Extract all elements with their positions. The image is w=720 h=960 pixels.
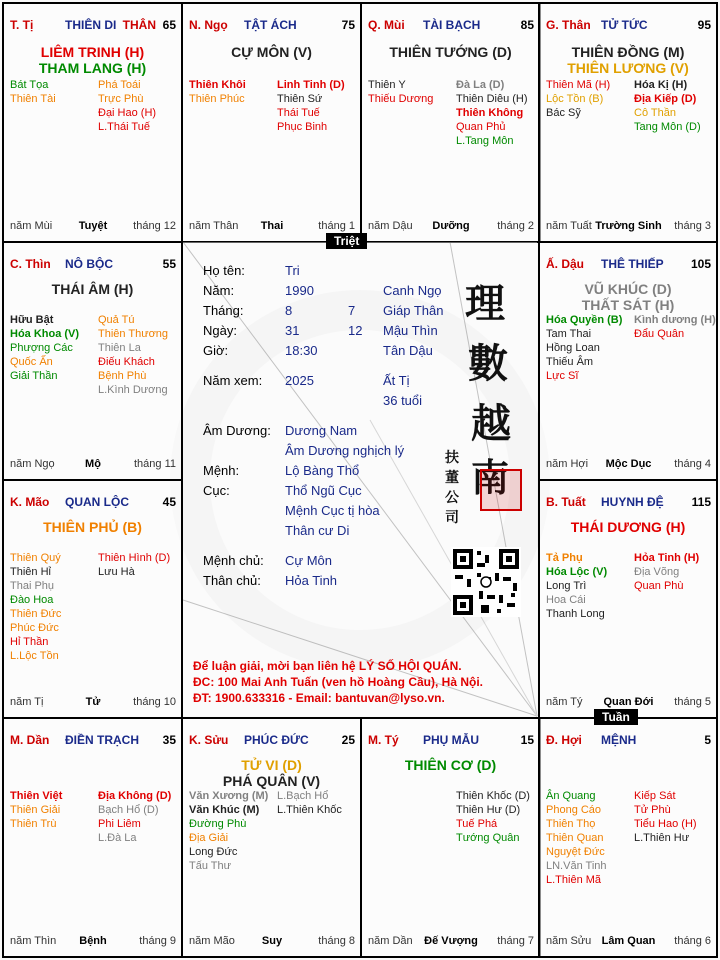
minor-star: Hỏa Tinh (H) (634, 552, 700, 564)
minor-star: Tử Phù (634, 804, 671, 816)
year-canchi: Canh Ngọ (383, 283, 442, 298)
minor-star: Thanh Long (546, 608, 605, 620)
minor-stars-right (98, 78, 156, 134)
menh-chu-label: Mệnh chủ: (203, 553, 264, 568)
palace-branch: N. Ngọ (189, 18, 228, 32)
palace-header (546, 495, 711, 509)
than-marker: THÂN (122, 18, 156, 32)
palace-name: TẬT ÁCH (244, 18, 297, 32)
minor-star: Thiên La (98, 342, 141, 354)
palace-year: năm Mão (189, 935, 235, 947)
minor-star: Hồng Loan (546, 342, 600, 354)
minor-star: Thiên Quý (10, 552, 61, 564)
palace-tuat[interactable] (538, 479, 718, 719)
palace-month: tháng 3 (674, 220, 711, 232)
minor-star: L.Thiên Hư (634, 832, 690, 844)
contact-line-1: Để luận giải, mời bạn liên hệ LÝ SỐ HỘI QUÁN. (193, 659, 462, 673)
minor-star: Địa Kiếp (D) (634, 93, 697, 105)
menh-chu-value: Cự Môn (285, 553, 332, 568)
palace-year: năm Ngọ (10, 458, 55, 470)
age-value: 36 tuổi (383, 393, 423, 408)
palace-footer (368, 220, 534, 233)
minor-star: Thiên Việt (10, 790, 63, 802)
palace-branch: Ấ. Dậu (546, 257, 585, 271)
minor-stars-left (10, 78, 56, 106)
palace-branch: C. Thìn (10, 257, 51, 271)
minor-star: Tấu Thư (189, 860, 232, 872)
minor-star: L.Bạch Hổ (277, 790, 329, 802)
palace-mao[interactable] (2, 479, 183, 719)
main-star: THIÊN PHỦ (B) (43, 519, 142, 535)
contact-address: ĐC: 100 Mai Anh Tuấn (ven hồ Hoàng Cầu), Hà Nội. (193, 675, 484, 689)
minor-star: Địa Võng (634, 566, 680, 578)
palace-mui[interactable] (360, 2, 541, 243)
minor-stars-left (189, 78, 246, 106)
menh-label: Mệnh: (203, 463, 240, 478)
minor-star: Hóa Kị (H) (634, 79, 688, 91)
minor-stars-left (10, 789, 62, 831)
minor-star: Thiên Khôi (189, 79, 246, 91)
palace-month: tháng 4 (674, 458, 711, 470)
minor-star: Đường Phù (189, 818, 247, 830)
minor-star: Thiên Hư (D) (456, 804, 521, 816)
minor-star: Giải Thần (10, 370, 58, 382)
minor-stars-left (189, 789, 268, 873)
palace-age-number: 35 (162, 733, 176, 747)
palace-dau[interactable] (538, 241, 718, 481)
palace-name: NÔ BỘC (65, 257, 113, 271)
palace-ty[interactable] (360, 717, 541, 958)
palace-name: MỆNH (601, 733, 637, 747)
minor-star: Quốc Ấn (10, 356, 53, 368)
minor-star: L.Tang Môn (456, 135, 514, 147)
minor-star: L.Đà La (98, 832, 137, 844)
minor-star: Nguyệt Đức (546, 846, 605, 858)
palace-footer (189, 220, 355, 233)
main-star: CỰ MÔN (V) (231, 44, 312, 60)
minor-star: Lưu Hà (98, 566, 135, 578)
palace-branch: B. Tuất (546, 495, 586, 509)
minor-star: L.Kình Dương (98, 384, 168, 396)
minor-star: Đào Hoa (10, 594, 54, 606)
triet-badge: Triệt (326, 233, 367, 249)
callig-small-1: 扶 (445, 450, 459, 466)
minor-star: Trực Phù (98, 93, 144, 105)
palace-branch: T. Tị (10, 18, 34, 32)
palace-year: năm Tý (546, 696, 583, 708)
minor-star: Lực Sĩ (546, 370, 579, 382)
palace-month: tháng 6 (674, 935, 711, 947)
palace-branch: Đ. Hợi (546, 733, 582, 747)
palace-header (10, 495, 176, 509)
minor-star: Văn Xương (M) (189, 790, 269, 802)
palace-month: tháng 2 (497, 220, 534, 232)
palace-month: tháng 11 (133, 458, 176, 470)
minor-star: Tam Thai (546, 328, 592, 340)
life-stage: Trường Sinh (595, 220, 662, 232)
callig-char-1: 理 (465, 280, 505, 327)
tuan-badge: Tuần (594, 709, 638, 725)
month-value: 8 (285, 303, 293, 318)
day-label: Ngày: (203, 323, 237, 338)
minor-stars-right (98, 313, 168, 397)
palace-header (546, 257, 711, 271)
palace-year: năm Thân (189, 220, 239, 232)
minor-star: Kình dương (H) (634, 314, 716, 326)
am-duong-note: Âm Dương nghịch lý (285, 443, 405, 458)
minor-star: Hoa Cái (546, 594, 586, 606)
than-chu-label: Thân chủ: (203, 573, 261, 588)
minor-stars-right (98, 551, 170, 579)
life-stage: Dưỡng (432, 220, 470, 232)
palace-footer (10, 220, 176, 233)
palace-year: năm Thìn (10, 935, 57, 947)
palace-header (546, 18, 711, 32)
minor-star: Văn Khúc (M) (189, 804, 260, 816)
palace-than[interactable] (538, 2, 718, 243)
palace-branch: K. Sửu (189, 733, 229, 747)
minor-stars-left (546, 313, 622, 383)
minor-star: Phục Binh (277, 121, 328, 133)
view-year-label: Năm xem: (203, 373, 263, 388)
minor-stars-right (456, 78, 528, 148)
palace-year: năm Hợi (546, 458, 589, 470)
qr-code[interactable] (451, 547, 521, 617)
minor-star: Phúc Đức (10, 622, 59, 634)
palace-name: THÊ THIẾP (601, 257, 664, 271)
minor-stars-right (456, 789, 530, 845)
month-canchi: Giáp Thân (383, 303, 444, 318)
palace-name: PHỤ MẪU (423, 733, 479, 747)
palace-month: tháng 1 (318, 220, 355, 232)
minor-star: Quan Phù (634, 580, 684, 592)
main-star: THIÊN LƯƠNG (V) (567, 60, 689, 76)
minor-star: Thiên Thọ (546, 818, 596, 830)
day-lunar: 12 (348, 323, 363, 338)
life-stage: Mộc Dục (605, 458, 652, 470)
minor-star: Phi Liêm (98, 818, 141, 830)
palace-age-number: 65 (162, 18, 176, 32)
main-star: PHÁ QUÂN (V) (222, 773, 321, 789)
palace-year: năm Dậu (368, 220, 413, 232)
life-stage: Mộ (85, 458, 101, 470)
palace-month: tháng 12 (133, 220, 176, 232)
palace-age-number: 105 (690, 257, 711, 271)
minor-star: Bác Sỹ (546, 107, 581, 119)
main-star: VŨ KHÚC (D) (584, 281, 672, 297)
palace-month: tháng 5 (674, 696, 711, 708)
palace-name: QUAN LỘC (65, 495, 129, 509)
palace-hoi[interactable] (538, 717, 718, 958)
palace-name: ĐIỀN TRẠCH (65, 733, 139, 747)
life-stage: Thai (260, 220, 284, 232)
palace-footer (10, 935, 176, 948)
minor-stars-left (546, 789, 607, 887)
minor-stars-right (634, 789, 697, 845)
minor-star: Thiên Y (368, 79, 406, 91)
palace-header (10, 257, 176, 271)
minor-stars-right (634, 551, 699, 593)
year-value: 1990 (285, 283, 314, 298)
minor-star: Thiên Tài (10, 93, 56, 105)
palace-ti[interactable] (2, 2, 183, 243)
minor-star: Hóa Khoa (V) (10, 328, 80, 340)
minor-star: Thiên Đức (10, 608, 62, 620)
palace-header (368, 733, 534, 747)
minor-stars-left (10, 313, 79, 383)
callig-char-4: 南 (471, 455, 510, 500)
palace-header (10, 733, 176, 747)
life-stage: Bệnh (79, 935, 107, 947)
minor-star: Linh Tinh (D) (277, 79, 345, 91)
palace-age-number: 55 (162, 257, 176, 271)
cuc-relation: Mệnh Cục tị hòa (285, 503, 380, 518)
life-stage: Tuyệt (78, 220, 108, 232)
minor-star: Hỉ Thần (10, 636, 49, 648)
minor-star: L.Thái Tuế (98, 121, 150, 133)
minor-star: Thái Tuế (277, 107, 320, 119)
main-star: THAM LANG (H) (38, 60, 147, 76)
minor-star: Phượng Các (10, 342, 73, 354)
palace-branch: Q. Mùi (368, 18, 405, 32)
minor-star: Đẩu Quân (634, 328, 685, 340)
palace-header (189, 18, 355, 32)
palace-age-number: 85 (520, 18, 534, 32)
minor-star: Thiên Giải (10, 804, 61, 816)
palace-year: năm Sửu (546, 935, 592, 947)
day-value: 31 (285, 323, 300, 338)
minor-star: Tiểu Hao (H) (634, 818, 697, 830)
palace-year: năm Mùi (10, 220, 53, 232)
palace-branch: M. Dần (10, 733, 50, 747)
minor-star: Phá Toái (98, 79, 141, 91)
palace-age-number: 25 (341, 733, 355, 747)
main-star: THIÊN CƠ (D) (404, 757, 497, 773)
palace-name: HUYNH ĐỆ (601, 495, 664, 509)
callig-small-4: 司 (445, 510, 459, 526)
main-star: THIÊN TƯỚNG (D) (389, 44, 512, 60)
minor-star: Thiên Trù (10, 818, 57, 830)
palace-name: THIÊN DI (65, 18, 117, 32)
name-label: Họ tên: (203, 263, 245, 278)
minor-star: Thiếu Dương (368, 93, 434, 105)
minor-star: Tả Phụ (546, 552, 583, 564)
callig-small-2: 董 (445, 470, 459, 486)
palace-month: tháng 7 (497, 935, 534, 947)
minor-stars-right (634, 78, 701, 134)
main-star: TỬ VI (D) (241, 757, 302, 773)
minor-star: Bệnh Phù (98, 370, 147, 382)
callig-char-3: 越 (471, 400, 511, 447)
life-stage: Lâm Quan (601, 935, 656, 947)
palace-age-number: 15 (520, 733, 534, 747)
cuc-label: Cục: (203, 483, 230, 498)
view-year-value: 2025 (285, 373, 314, 388)
palace-ngo[interactable] (181, 2, 362, 243)
minor-star: Tướng Quân (456, 832, 520, 844)
palace-header (189, 733, 355, 747)
palace-year: năm Tị (10, 696, 44, 708)
than-position: Thân cư Di (285, 523, 350, 538)
palace-age-number: 95 (697, 18, 711, 32)
palace-name: TÀI BẠCH (423, 18, 481, 32)
month-lunar: 7 (348, 303, 356, 318)
minor-star: Bát Tọa (10, 79, 49, 91)
minor-star: Thiếu Âm (546, 356, 594, 368)
minor-star: Thiên Thương (98, 328, 169, 340)
month-label: Tháng: (203, 303, 244, 318)
hour-canchi: Tân Dậu (383, 343, 433, 358)
main-star: THẤT SÁT (H) (581, 297, 675, 313)
main-star: THIÊN ĐỒNG (M) (571, 44, 685, 60)
palace-branch: K. Mão (10, 495, 50, 509)
minor-star: L.Thiên Mã (546, 874, 602, 886)
palace-month: tháng 9 (139, 935, 176, 947)
palace-footer (368, 935, 534, 948)
palace-footer (546, 458, 711, 471)
minor-star: Hóa Quyền (B) (546, 314, 623, 326)
minor-star: Cô Thần (634, 107, 676, 119)
contact-phone-email[interactable]: ĐT: 1900.633316 - Email: bantuvan@lyso.vn. (193, 691, 445, 705)
minor-star: Thiên Mã (H) (546, 79, 611, 91)
minor-star: LN.Văn Tinh (546, 860, 607, 872)
minor-star: L.Thiên Khốc (277, 804, 342, 816)
main-star: LIÊM TRINH (H) (40, 44, 145, 60)
than-chu-value: Hỏa Tinh (285, 573, 338, 588)
minor-stars-left (368, 78, 433, 106)
minor-star: Thiên Khốc (D) (456, 790, 530, 802)
palace-footer (546, 935, 711, 948)
minor-star: Hữu Bật (10, 314, 54, 326)
minor-star: Long Đức (189, 846, 238, 858)
minor-stars-right (98, 789, 171, 845)
minor-star: Thiên Diêu (H) (456, 93, 528, 105)
palace-footer (546, 696, 711, 709)
minor-star: Long Trì (546, 580, 587, 592)
palace-header (10, 18, 176, 32)
minor-stars-left (10, 551, 61, 663)
palace-month: tháng 8 (318, 935, 355, 947)
view-year-canchi: Ất Tị (383, 373, 410, 388)
minor-star: Thiên Không (456, 107, 524, 119)
main-star: THÁI ÂM (H) (51, 281, 134, 297)
minor-star: Thiên Hình (D) (98, 552, 171, 564)
minor-star: Địa Không (D) (98, 790, 172, 802)
minor-stars-left (546, 78, 610, 120)
year-label: Năm: (203, 283, 235, 298)
palace-footer (546, 220, 711, 233)
minor-star: Đại Hao (H) (98, 107, 157, 119)
red-seal-stamp (480, 469, 522, 511)
minor-star: Quan Phủ (456, 121, 506, 133)
palace-footer (189, 935, 355, 948)
palace-name: PHÚC ĐỨC (244, 733, 309, 747)
minor-star: L.Lộc Tồn (10, 650, 59, 662)
minor-star: Điếu Khách (98, 356, 155, 368)
palace-month: tháng 10 (133, 696, 176, 708)
life-stage: Quan Đới (603, 696, 654, 708)
minor-star: Lộc Tồn (B) (546, 93, 604, 105)
palace-age-number: 115 (691, 495, 711, 509)
life-stage: Tử (85, 696, 101, 708)
minor-star: Quả Tú (98, 314, 135, 326)
palace-branch: M. Tý (368, 733, 399, 747)
minor-star: Thiên Hỉ (10, 566, 51, 578)
palace-age-number: 45 (162, 495, 176, 509)
menh-value: Lộ Bàng Thổ (285, 463, 360, 478)
palace-age-number: 5 (704, 733, 711, 747)
life-stage: Suy (261, 935, 283, 947)
minor-star: Tuế Phá (456, 818, 498, 830)
hour-label: Giờ: (203, 343, 229, 358)
hour-value: 18:30 (285, 343, 318, 358)
am-duong-value: Dương Nam (285, 423, 358, 438)
main-star: THÁI DƯƠNG (H) (570, 519, 686, 535)
palace-branch: G. Thân (546, 18, 591, 32)
palace-suu[interactable] (181, 717, 362, 958)
day-canchi: Mậu Thìn (383, 323, 438, 338)
am-duong-label: Âm Dương: (203, 423, 271, 438)
cuc-value: Thổ Ngũ Cục (285, 483, 362, 498)
palace-dan[interactable] (2, 717, 183, 958)
palace-header (368, 18, 534, 32)
palace-year: năm Dần (368, 935, 413, 947)
minor-star: Phong Cáo (546, 804, 602, 816)
life-stage: Đế Vượng (424, 935, 478, 947)
minor-star: Địa Giải (189, 832, 229, 844)
palace-age-number: 75 (341, 18, 355, 32)
callig-char-2: 數 (468, 340, 508, 387)
center-info-panel (183, 242, 537, 716)
minor-star: Kiếp Sát (634, 790, 676, 802)
minor-star: Bạch Hổ (D) (98, 804, 159, 816)
minor-star: Thai Phụ (10, 580, 55, 592)
minor-stars-right (277, 789, 342, 817)
minor-star: Thiên Phúc (189, 93, 245, 105)
minor-star: Ân Quang (546, 790, 596, 802)
name-value: Tri (285, 263, 300, 278)
minor-star: Hóa Lộc (V) (546, 566, 608, 578)
palace-footer (10, 458, 176, 471)
palace-name: TỬ TỨC (601, 18, 648, 32)
minor-star: Đà La (D) (456, 79, 505, 91)
palace-footer (10, 696, 176, 709)
minor-star: Thiên Quan (546, 832, 604, 844)
palace-thin[interactable] (2, 241, 183, 481)
minor-stars-right (634, 313, 716, 341)
palace-year: năm Tuất (546, 220, 592, 232)
minor-star: Thiên Sứ (277, 93, 323, 105)
minor-stars-right (277, 78, 345, 134)
callig-small-3: 公 (445, 490, 459, 506)
minor-stars-left (546, 551, 607, 621)
palace-header (546, 733, 711, 747)
minor-star: Tang Môn (D) (634, 121, 701, 133)
